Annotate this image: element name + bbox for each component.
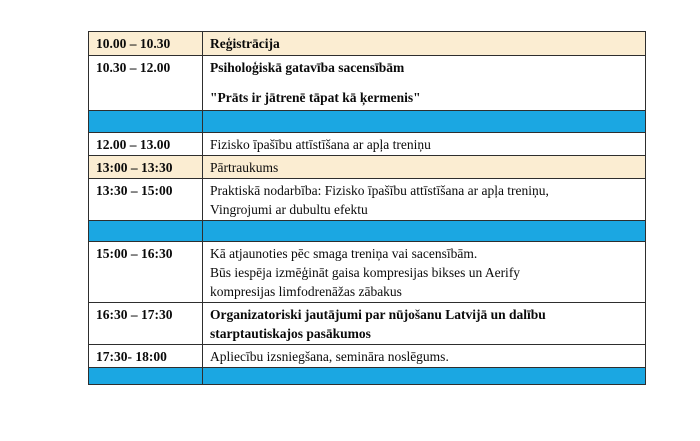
time-cell: 15:00 – 16:30 [89,242,203,303]
schedule-row [89,156,646,179]
description-cell [203,303,646,345]
description-cell [203,32,646,56]
schedule-row [89,242,646,303]
schedule-row [89,179,646,221]
description-line: kompresijas limfodrenāžas zābakus [210,284,402,299]
time-cell: 12.00 – 13.00 [89,133,203,156]
schedule-row [89,133,646,156]
description-line: Kā atjaunoties pēc smaga treniņa vai sacensībām. [210,246,478,261]
description-cell [203,56,646,111]
description-line: Apliecību izsniegšana, semināra noslēgums. [210,349,449,364]
schedule-row [89,32,646,56]
schedule-row [89,303,646,345]
time-cell: 13:00 – 13:30 [89,156,203,179]
description-line: Fizisko īpašību attīstīšana ar apļa treniņu [210,137,431,152]
description-cell [203,221,646,242]
time-cell: 10.30 – 12.00 [89,56,203,111]
spacer-row [89,368,646,385]
description-cell [203,345,646,368]
description-line: starptautiskajos pasākumos [210,326,371,341]
schedule-row [89,56,646,111]
description-line: Vingrojumi ar dubultu efektu [210,202,368,217]
schedule-row [89,345,646,368]
time-cell [89,221,203,242]
description-cell [203,133,646,156]
time-cell: 16:30 – 17:30 [89,303,203,345]
description-cell [203,242,646,303]
description-cell [203,111,646,133]
time-cell: 17:30- 18:00 [89,345,203,368]
description-line: Reģistrācija [210,36,280,51]
description-line: Praktiskā nodarbība: Fizisko īpašību attīstīšana ar apļa treniņu, [210,183,549,198]
description-line: Organizatoriski jautājumi par nūjošanu Latvijā un dalību [210,307,546,322]
time-cell [89,111,203,133]
description-line: Psiholoģiskā gatavība sacensībām [210,60,405,75]
time-cell: 13:30 – 15:00 [89,179,203,221]
description-cell [203,179,646,221]
spacer-row [89,221,646,242]
description-cell [203,368,646,385]
description-line: Pārtraukums [210,160,279,175]
spacer-row [89,111,646,133]
schedule-table [88,31,646,385]
description-cell [203,156,646,179]
schedule-body [89,32,646,385]
time-cell: 10.00 – 10.30 [89,32,203,56]
description-line: "Prāts ir jātrenē tāpat kā ķermenis" [210,90,421,105]
description-line: Būs iespēja izmēģināt gaisa kompresijas bikses un Aerify [210,265,521,280]
time-cell [89,368,203,385]
